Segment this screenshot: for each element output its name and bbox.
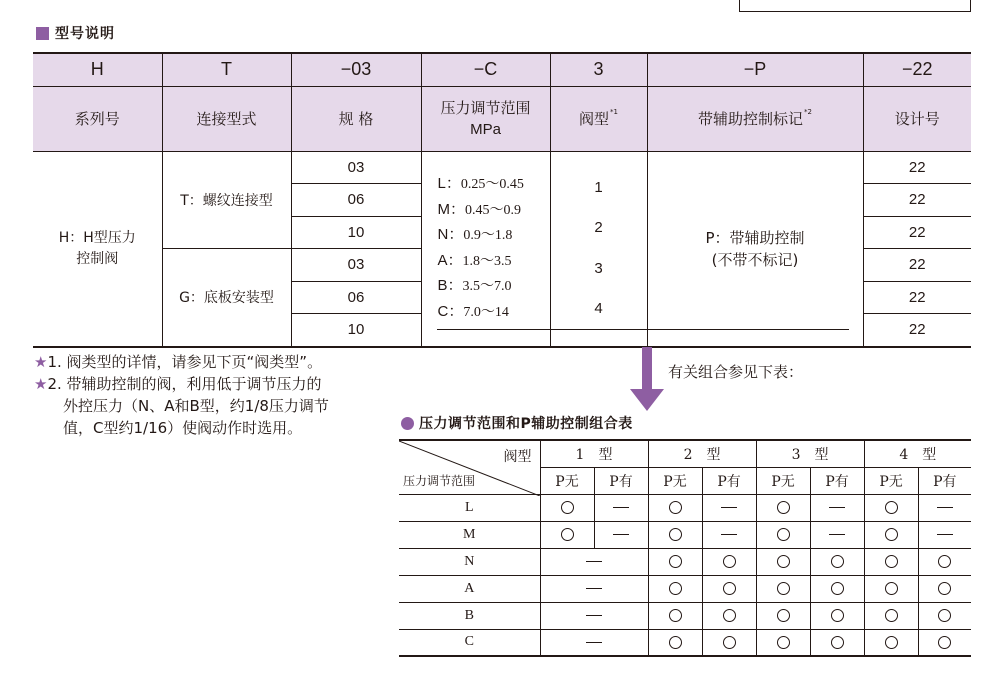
pressure-range-cell <box>421 151 550 347</box>
size-cell: 06 <box>291 184 421 217</box>
corner-bottom-label: 压力调节范围 <box>403 473 476 488</box>
dash-mark-icon <box>829 534 845 535</box>
comb-cell <box>918 521 971 548</box>
circle-mark-icon <box>669 528 682 541</box>
sub-header: P有 <box>918 467 971 494</box>
range-item: B：3.5～7.0 <box>437 277 512 294</box>
label-connection: 连接型式 <box>162 86 291 151</box>
label-pressure-line1: 压力调节范围 <box>440 98 531 117</box>
design-number-cell: 22 <box>863 184 971 217</box>
pilot-line1: P：带辅助控制 <box>705 228 805 247</box>
comb-cell <box>918 548 971 575</box>
dash-mark-icon <box>586 588 602 589</box>
comb-cell <box>918 602 971 629</box>
dash-mark-icon <box>721 507 737 508</box>
comb-cell <box>702 575 756 602</box>
circle-mark-icon <box>777 609 790 622</box>
comb-cell <box>918 629 971 656</box>
sub-header: P无 <box>756 467 810 494</box>
code-cell-design: −22 <box>863 53 971 86</box>
circle-mark-icon <box>938 582 951 595</box>
circle-mark-icon <box>885 609 898 622</box>
note-1 <box>34 351 364 373</box>
sub-header: P有 <box>702 467 756 494</box>
square-bullet-icon <box>36 27 49 40</box>
comb-cell <box>864 494 918 521</box>
comb-row <box>399 602 971 629</box>
circle-mark-icon <box>723 609 736 622</box>
label-pressure-line2: MPa <box>470 120 501 138</box>
circle-mark-icon <box>938 555 951 568</box>
circle-mark-icon <box>777 555 790 568</box>
circle-mark-icon <box>669 501 682 514</box>
type-header: 1 型 <box>540 440 648 467</box>
comb-cell <box>864 521 918 548</box>
comb-row-label: B <box>399 602 540 629</box>
design-number-cell: 22 <box>863 151 971 184</box>
star-icon: ★ <box>34 353 48 371</box>
label-valve-note: *1 <box>610 108 618 116</box>
star-icon: ★ <box>34 375 48 393</box>
dash-mark-icon <box>586 615 602 616</box>
code-cell-connection: T <box>162 53 291 86</box>
comb-cell <box>756 521 810 548</box>
comb-row-label: A <box>399 575 540 602</box>
comb-cell <box>648 602 702 629</box>
circle-mark-icon <box>831 609 844 622</box>
comb-cell <box>702 548 756 575</box>
dash-mark-icon <box>937 507 953 508</box>
sub-header: P有 <box>810 467 864 494</box>
circle-mark-icon <box>669 582 682 595</box>
circle-mark-icon <box>669 636 682 649</box>
label-pressure <box>421 86 550 151</box>
model-code-table <box>33 52 971 348</box>
combination-heading <box>401 413 633 433</box>
comb-cell <box>594 521 648 548</box>
comb-cell <box>540 629 648 656</box>
comb-row-label: L <box>399 494 540 521</box>
circle-mark-icon <box>669 609 682 622</box>
circle-mark-icon <box>669 555 682 568</box>
circle-mark-icon <box>885 528 898 541</box>
sub-header: P无 <box>648 467 702 494</box>
circle-mark-icon <box>938 636 951 649</box>
pilot-cell <box>647 151 863 347</box>
label-valve <box>550 86 647 151</box>
top-frame <box>739 0 971 12</box>
circle-mark-icon <box>831 582 844 595</box>
label-valve-text: 阀型 <box>579 110 610 128</box>
design-number-cell: 22 <box>863 281 971 314</box>
code-cell-series: H <box>33 53 162 86</box>
circle-mark-icon <box>777 582 790 595</box>
size-cell: 10 <box>291 216 421 249</box>
comb-cell <box>810 629 864 656</box>
comb-cell <box>540 494 594 521</box>
comb-cell <box>810 575 864 602</box>
comb-cell <box>918 575 971 602</box>
comb-cell <box>756 575 810 602</box>
range-item: C：7.0～14 <box>437 302 509 320</box>
code-cell-valve: 3 <box>550 53 647 86</box>
comb-body <box>399 494 971 656</box>
range-item: L：0.25～0.45 <box>437 175 524 192</box>
comb-cell <box>540 548 648 575</box>
comb-row-label: C <box>399 629 540 656</box>
comb-row-label: N <box>399 548 540 575</box>
range-item: N：0.9～1.8 <box>437 226 513 243</box>
connection-threaded: T：螺纹连接型 <box>162 151 291 249</box>
code-row <box>33 53 971 86</box>
note-1-text: 1. 阀类型的详情，请参见下页“阀类型”。 <box>47 353 323 371</box>
section-heading-text: 型号说明 <box>55 26 115 42</box>
comb-row <box>399 575 971 602</box>
corner-top-label: 阀型 <box>503 449 532 465</box>
comb-cell <box>702 521 756 548</box>
pressure-range-list <box>422 172 550 325</box>
comb-cell <box>864 629 918 656</box>
comb-cell <box>648 575 702 602</box>
comb-cell <box>540 602 648 629</box>
valve-type-item: 1 <box>594 178 603 196</box>
note-2 <box>34 373 364 395</box>
note-2-text: 2. 带辅助控制的阀，利用低于调节压力的 <box>47 375 322 393</box>
comb-cell <box>864 575 918 602</box>
connection-subplate: G：底板安装型 <box>162 249 291 347</box>
label-design: 设计号 <box>863 86 971 151</box>
circle-mark-icon <box>885 582 898 595</box>
circle-bullet-icon <box>401 417 414 430</box>
circle-mark-icon <box>723 636 736 649</box>
series-line1: H：H型压力 <box>58 229 136 246</box>
valve-type-item: 3 <box>594 259 603 277</box>
dash-mark-icon <box>586 642 602 643</box>
data-row <box>33 151 971 184</box>
valve-type-list <box>551 168 647 330</box>
comb-cell <box>702 629 756 656</box>
comb-cell <box>594 494 648 521</box>
comb-row-label: M <box>399 521 540 548</box>
combination-table <box>399 439 971 657</box>
comb-cell <box>810 602 864 629</box>
range-item: A：1.8～3.5 <box>437 251 512 269</box>
range-item: M：0.45～0.9 <box>437 200 522 218</box>
comb-row <box>399 521 971 548</box>
sub-header: P无 <box>540 467 594 494</box>
comb-cell <box>648 494 702 521</box>
comb-cell <box>756 494 810 521</box>
circle-mark-icon <box>938 609 951 622</box>
comb-row <box>399 494 971 521</box>
design-number-cell: 22 <box>863 249 971 282</box>
comb-row <box>399 629 971 656</box>
dash-mark-icon <box>586 561 602 562</box>
comb-row <box>399 548 971 575</box>
label-row <box>33 86 971 151</box>
divider-line <box>437 329 849 330</box>
circle-mark-icon <box>885 501 898 514</box>
type-header: 2 型 <box>648 440 756 467</box>
dash-mark-icon <box>829 507 845 508</box>
section-heading <box>36 25 115 41</box>
notes <box>34 351 364 439</box>
comb-cell <box>864 602 918 629</box>
circle-mark-icon <box>831 636 844 649</box>
code-cell-pressure: −C <box>421 53 550 86</box>
comb-cell <box>648 521 702 548</box>
comb-cell <box>648 629 702 656</box>
arrow-caption: 有关组合参见下表： <box>668 363 804 381</box>
comb-cell <box>810 521 864 548</box>
circle-mark-icon <box>831 555 844 568</box>
series-cell <box>33 151 162 347</box>
combination-heading-text: 压力调节范围和P辅助控制组合表 <box>419 416 633 432</box>
comb-header-row <box>399 440 971 467</box>
comb-cell <box>810 548 864 575</box>
comb-cell <box>540 575 648 602</box>
circle-mark-icon <box>777 528 790 541</box>
type-header: 4 型 <box>864 440 971 467</box>
design-number-cell: 22 <box>863 216 971 249</box>
circle-mark-icon <box>777 501 790 514</box>
comb-cell <box>648 548 702 575</box>
dash-mark-icon <box>613 507 629 508</box>
note-2-cont-1: 外控压力（N、A和B型，约1/8压力调节 <box>63 397 329 415</box>
corner-cell <box>399 440 540 494</box>
valve-type-item: 4 <box>594 300 603 317</box>
circle-mark-icon <box>561 501 574 514</box>
comb-cell <box>540 521 594 548</box>
code-cell-pilot: −P <box>647 53 863 86</box>
dash-mark-icon <box>937 534 953 535</box>
dash-mark-icon <box>613 534 629 535</box>
size-cell: 03 <box>291 151 421 184</box>
dash-mark-icon <box>721 534 737 535</box>
valve-type-item: 2 <box>594 219 603 236</box>
circle-mark-icon <box>561 528 574 541</box>
circle-mark-icon <box>777 636 790 649</box>
comb-cell <box>864 548 918 575</box>
label-pilot-text: 带辅助控制标记 <box>698 110 804 128</box>
label-pilot-note: *2 <box>804 108 812 116</box>
valve-type-cell <box>550 151 647 347</box>
circle-mark-icon <box>723 582 736 595</box>
type-header: 3 型 <box>756 440 864 467</box>
sub-header: P有 <box>594 467 648 494</box>
comb-cell <box>810 494 864 521</box>
label-size: 规 格 <box>291 86 421 151</box>
label-series: 系列号 <box>33 86 162 151</box>
comb-cell <box>918 494 971 521</box>
down-arrow-icon <box>630 347 666 413</box>
comb-cell <box>756 629 810 656</box>
size-cell: 10 <box>291 314 421 347</box>
comb-cell <box>756 548 810 575</box>
code-cell-size: −03 <box>291 53 421 86</box>
circle-mark-icon <box>885 636 898 649</box>
note-2-cont-2: 值，C型约1/16）使阀动作时选用。 <box>63 419 303 437</box>
circle-mark-icon <box>885 555 898 568</box>
comb-cell <box>702 494 756 521</box>
sub-header: P无 <box>864 467 918 494</box>
comb-cell <box>702 602 756 629</box>
circle-mark-icon <box>723 555 736 568</box>
series-line2: 控制阀 <box>76 250 119 267</box>
size-cell: 03 <box>291 249 421 282</box>
size-cell: 06 <box>291 281 421 314</box>
pilot-line2: (不带不标记) <box>711 250 799 269</box>
design-number-cell: 22 <box>863 314 971 347</box>
label-pilot <box>647 86 863 151</box>
comb-cell <box>756 602 810 629</box>
